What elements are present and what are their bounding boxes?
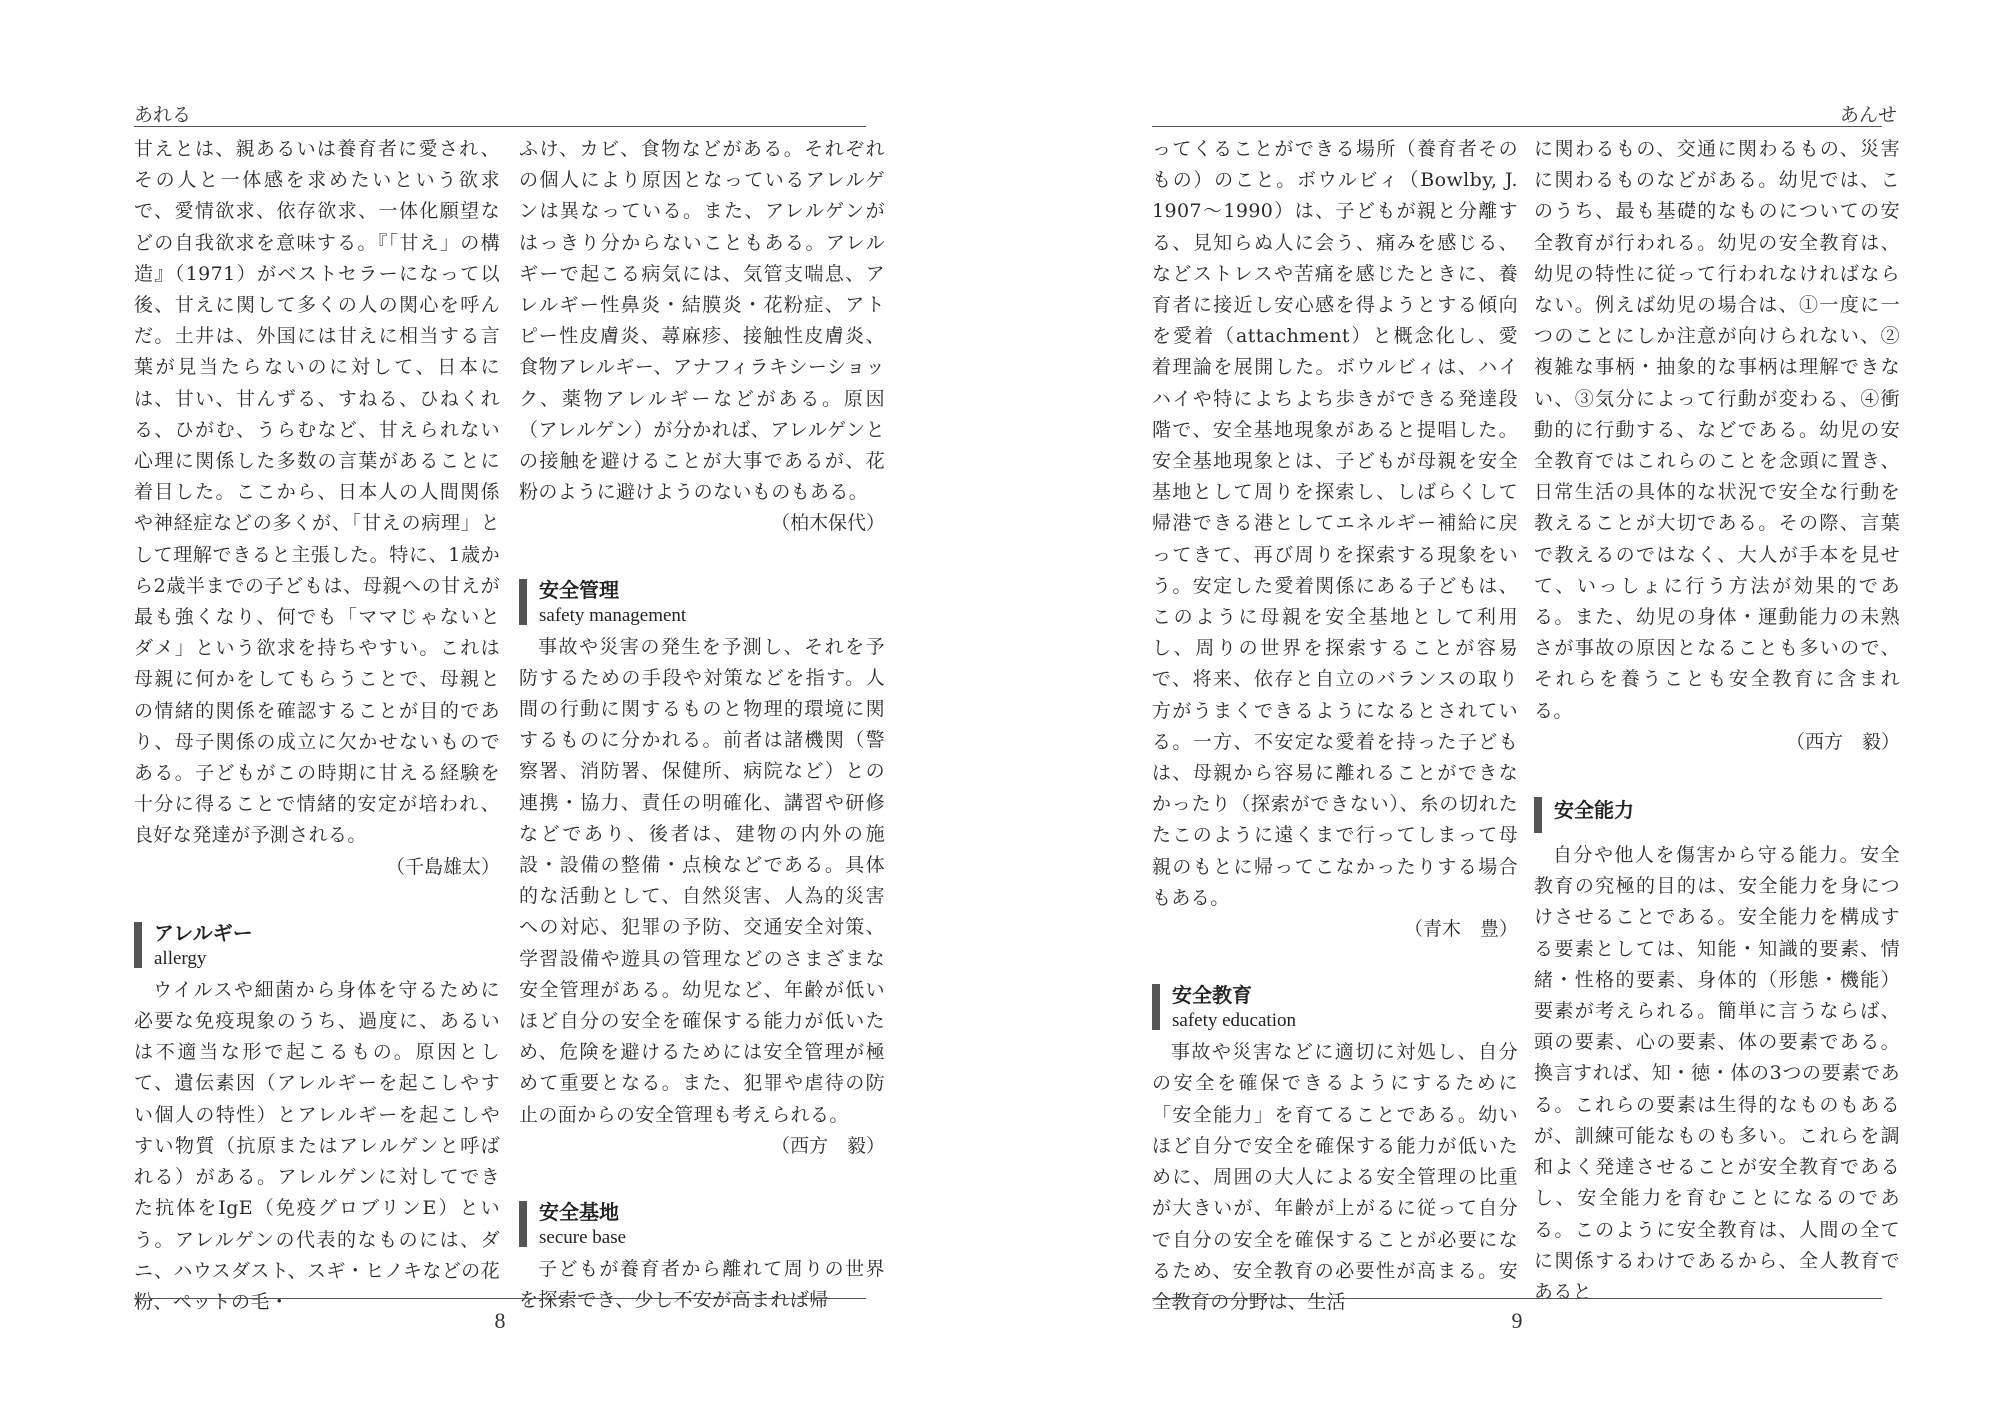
running-head: あれる — [134, 104, 192, 126]
page-number: 8 — [494, 1308, 506, 1333]
entry-heading — [1152, 981, 1518, 1033]
entry-body: ウイルスや細菌から身体を守るために必要な免疫現象のうち、過度に、あるいは不適当な形で起こるもの。原因として、遺伝素因（アレルギーを起こしやすい個人の特性）とアレルギーを起こしやすい物質（抗原またはアレルゲンと呼ばれる）がある。アレルゲンに対してできた抗体をIgE（免疫グロブリンE）という。アレルゲンの代表的なものには、ダニ、ハウスダスト、スギ・ヒノキなどの花粉、ペットの毛・ — [134, 978, 500, 1313]
entry-body: 事故や災害などに適切に対処し、自分の安全を確保できるようにするために「安全能力」を育てることである。幼いほど自分で安全を確保する能力が低いために、周囲の大人による安全管理の比重が大きいが、年齢が上がるに従って自分で自分の安全を確保することが必要になるため、安全教育の必要性が高まる。安全教育の分野は、生活 — [1152, 1041, 1518, 1313]
entry-english-title: allergy — [154, 947, 207, 969]
entry-body: 事故や災害の発生を予測し、それを予防するための手段や対策などを指す。人間の行動に関するものと物理的環境に関するものに分かれる。前者は諸機関（警察署、消防署、保健所、病院など）との連携・協力、責任の明確化、講習や研修などであり、後者は、建物の内外の施設・設備の整備・点検などである。具体的な活動として、自然災害、人為的災害への対応、犯罪の予防、交通安全対策、学習設備や遊具の管理などのさまざまな安全管理がある。幼児など、年齢が低いほど自分の安全を確保する能力が低いため、危険を避けるためには安全管理が極めて重要となる。また、犯罪や虐待の防止の面からの安全管理も考えられる。 — [519, 635, 885, 1126]
column-1 — [134, 134, 500, 1313]
entry-body: ふけ、カビ、食物などがある。それぞれの個人により原因となっているアレルゲンは異なっている。また、アレルゲンがはっきり分からないこともある。アレルギーで起こる病気には、気管支喘息、アレルギー性鼻炎・結膜炎・花粉症、アトピー性皮膚炎、蕁麻疹、接触性皮膚炎、食物アレルギー、アナフィラキシーショック、薬物アレルギーなどがある。原因（アレルゲン）が分かれば、アレルゲンとの接触を避けることが大事であるが、花粉のように避けようのないものもある。 — [519, 138, 885, 504]
entry-body: ってくることができる場所（養育者そのもの）のこと。ボウルビィ（Bowlby, J. 1907〜1990）は、子どもが親と分離する、見知らぬ人に会う、痛みを感じる、などストレスや苦痛を感じたときに、養育者に接近し安心感を得ようとする傾向を愛着（attachment）と概念化し、愛着理論を展開した。ボウルビィは、ハイハイや特によちよち歩きができる発達段階で、安全基地現象があると提唱した。安全基地現象とは、子どもが母親を安全基地として周りを探索し、しばらくして帰港できる港としてエネルギー補給に戻ってきて、再び周りを探索する現象をいう。安定した愛着関係にある子どもは、このように母親を安全基地として利用し、周りの世界を探索することが容易で、将来、依存と自立のバランスの取り方がうまくできるようになるとされている。一方、不安定な愛着を持った子どもは、母親から容易に離れることができなかったり（探索ができない）、糸の切れたたこのように遠くまで行ってしまって母親のもとに帰ってこなかったりする場合もある。 — [1152, 138, 1518, 909]
author-signature: （柏木保代） — [770, 512, 885, 535]
entry-heading — [134, 919, 500, 971]
entry-body: に関わるもの、交通に関わるもの、災害に関わるものなどがある。幼児では、このうち、最も基礎的なものについての安全教育が行われる。幼児の安全教育は、幼児の特性に従って行われなければならない。例えば幼児の場合は、①一度に一つのことにしか注意が向けられない、②複雑な事柄・抽象的な事柄は理解できない、③気分によって行動が変わる、④衝動的に行動する、などである。幼児の安全教育ではこれらのことを念頭に置き、日常生活の具体的な状況で安全な行動を教えることが大切である。その際、言葉で教えるのではなく、大人が手本を見せて、いっしょに行う方法が効果的である。また、幼児の身体・運動能力の未熟さが事故の原因となることも多いので、それらを養うことも安全教育に含まれる。 — [1534, 138, 1900, 722]
entry-body: 子どもが養育者から離れて周りの世界を探索でき、少し不安が高まれば帰 — [519, 1258, 885, 1312]
entry-title: 安全能力 — [1554, 798, 1634, 823]
running-head: あんせ — [1840, 104, 1898, 126]
column-2 — [519, 134, 885, 1312]
entry-english-title: secure base — [539, 1227, 627, 1249]
entry-title: 安全教育 — [1172, 983, 1252, 1008]
header-rule — [1152, 126, 1882, 127]
entry-english-title: safety education — [1172, 1010, 1296, 1032]
footer-rule — [134, 1298, 866, 1299]
column-1 — [1152, 134, 1518, 1313]
entry-title: 安全基地 — [539, 1200, 619, 1225]
entry-heading — [519, 576, 885, 628]
author-signature: （千島雄太） — [385, 855, 500, 878]
entry-english-title: safety management — [539, 604, 687, 626]
author-signature: （西方 毅） — [1785, 730, 1900, 753]
footer-rule — [1152, 1298, 1882, 1299]
column-2 — [1534, 134, 1900, 1303]
entry-heading — [519, 1198, 885, 1250]
entry-title: アレルギー — [154, 920, 253, 945]
author-signature: （西方 毅） — [770, 1134, 885, 1157]
entry-title: 安全管理 — [539, 577, 619, 602]
author-signature: （青木 豊） — [1403, 918, 1518, 941]
entry-heading — [1534, 794, 1900, 836]
right-page — [1000, 0, 2000, 1425]
entry-body: 甘えとは、親あるいは養育者に愛され、その人と一体感を求めたいという欲求で、愛情欲求、依存欲求、一体化願望などの自我欲求を意味する。『「甘え」の構造』（1971）がベストセラーになって以後、甘えに関して多くの人の関心を呼んだ。土井は、外国には甘えに相当する言葉が見当たらないのに対して、日本には、甘い、甘んずる、すねる、ひねくれる、ひがむ、うらむなど、甘えられない心理に関係した多数の言葉があることに着目した。ここから、日本人の人間関係や神経症などの多くが、「甘えの病理」として理解できると主張した。特に、1歳から2歳半までの子どもは、母親への甘えが最も強くなり、何でも「ママじゃないとダメ」という欲求を持ちやすい。これは母親に何かをしてもらうことで、母親との情緒的関係を確認することが目的であり、母子関係の成立に欠かせないものである。子どもがこの時期に甘える経験を十分に得ることで情緒的安定が培われ、良好な発達が予測される。 — [134, 138, 500, 847]
header-rule — [134, 126, 866, 127]
entry-body: 自分や他人を傷害から守る能力。安全教育の究極的目的は、安全能力を身につけさせることである。安全能力を構成する要素としては、知能・知識的要素、情緒・性格的要素、身体的（形態・機能）要素が考えられる。簡単に言うならば、頭の要素、心の要素、体の要素である。換言すれば、知・徳・体の3つの要素である。これらの要素は生得的なものもあるが、訓練可能なものも多い。これらを調和よく発達させることが安全教育であるし、安全能力を育むことになるのである。このように安全教育は、人間の全てに関係するわけであるから、全人教育であると — [1534, 844, 1900, 1303]
page-number: 9 — [1511, 1308, 1523, 1333]
